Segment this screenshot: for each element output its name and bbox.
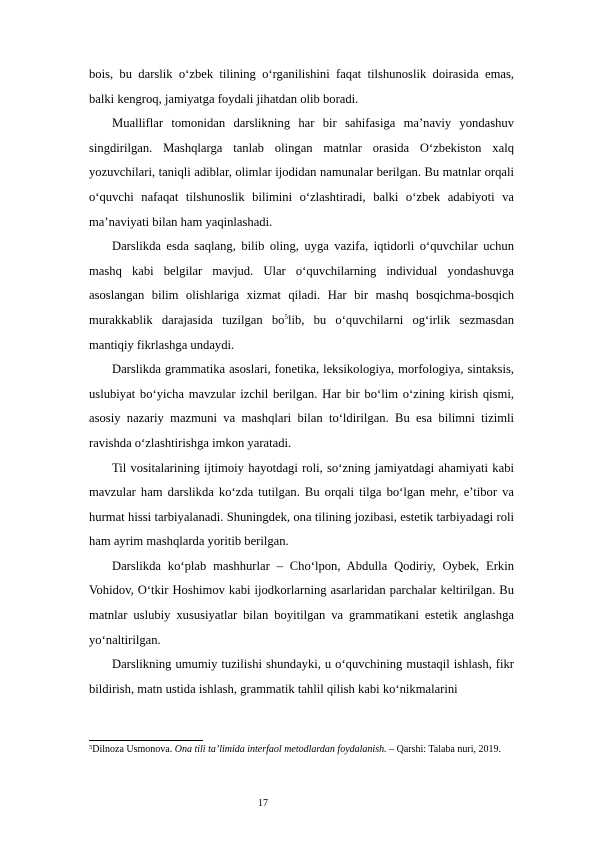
footnote <box>89 743 529 756</box>
footnote-title: Ona tili ta’limida interfaol metodlardan foydalanish. <box>174 744 387 755</box>
paragraph-3-text-after: lib, bu o‘quvchilarni og‘irlik sezmasdan mantiqiy fikrlashga undaydi. <box>89 312 514 352</box>
footnote-publication: – Qarshi: Talaba nuri, 2019. <box>389 744 501 755</box>
paragraph-4: Darslikda grammatika asoslari, fonetika, leksikologiya, morfologiya, sintaksis, uslubiyat bo‘yicha mavzular izchil berilgan. Har bir bo‘lim o‘zining kirish qismi, asosiy nazariy mazmuni va mashqlari bilan to‘ldirilgan. Bu esa bilimni tizimli ravishda o‘zlashtirishga imkon yaratadi. <box>89 362 514 450</box>
paragraph-5: Til vositalarining ijtimoiy hayotdagi roli, so‘zning jamiyatdagi ahamiyati kabi mavzular ham darslikda ko‘zda tutilgan. Bu orqali tilga bo‘lgan mehr, e’tibor va hurmat hissi tarbiyalanadi. Shuningdek, ona tilining jozibasi, estetik tarbiyadagi roli ham ayrim mashqlarda yoritib berilgan. <box>89 460 514 549</box>
paragraph-1: bois, bu darslik o‘zbek tilining o‘rganilishini faqat tilshunoslik doirasida emas, balki kengroq, jamiyatga foydali jihatdan olib boradi. <box>89 67 514 106</box>
footnote-mark: 5 <box>89 744 93 751</box>
paragraph-2: Mualliflar tomonidan darslikning har bir sahifasiga ma’naviy yondashuv singdirilgan. Mashqlarga tanlab olingan matnlar orasida O‘zbekiston xalq yozuvchilari, taniqli adiblar, olimlar ijodidan namunalar berilgan. Bu matnlar orqali o‘quvchi nafaqat tilshunoslik bilimini o‘zlashtiradi, balki o‘zbek adabiyoti va ma’naviyati bilan ham yaqinlashadi. <box>89 116 514 229</box>
footnote-author: Dilnoza Usmonova. <box>92 744 173 755</box>
paragraph-3 <box>89 234 514 357</box>
footnote-reference[interactable]: 5 <box>284 312 288 321</box>
paragraph-3-text-before: Darslikda esda saqlang, bilib oling, uyga vazifa, iqtidorli o‘quvchilar uchun mashq kabi belgilar mavjud. Ular o‘quvchilarning individual yondashuvga asoslangan bilim olishlariga xizmat qiladi. Har bir mashq bosqichma-bosqich murakkablik darajasida tuzilgan bo <box>89 239 514 327</box>
paragraph-6: Darslikda ko‘plab mashhurlar – Cho‘lpon, Abdulla Qodiriy, Oybek, Erkin Vohidov, O‘tkir Hoshimov kabi ijodkorlarning asarlaridan parchalar keltirilgan. Bu matnlar uslubiy xususiyatlar bilan boyitilgan va grammatikani estetik anglashga yo‘naltirilgan. <box>89 558 514 647</box>
footnote-separator <box>89 740 203 741</box>
page-number: 17 <box>258 798 268 809</box>
paragraph-7: Darslikning umumiy tuzilishi shundayki, u o‘quvchining mustaqil ishlash, fikr bildirish, matn ustida ishlash, grammatik tahlil qilish kabi ko‘nikmalarini <box>89 657 514 696</box>
body-text <box>89 62 514 701</box>
